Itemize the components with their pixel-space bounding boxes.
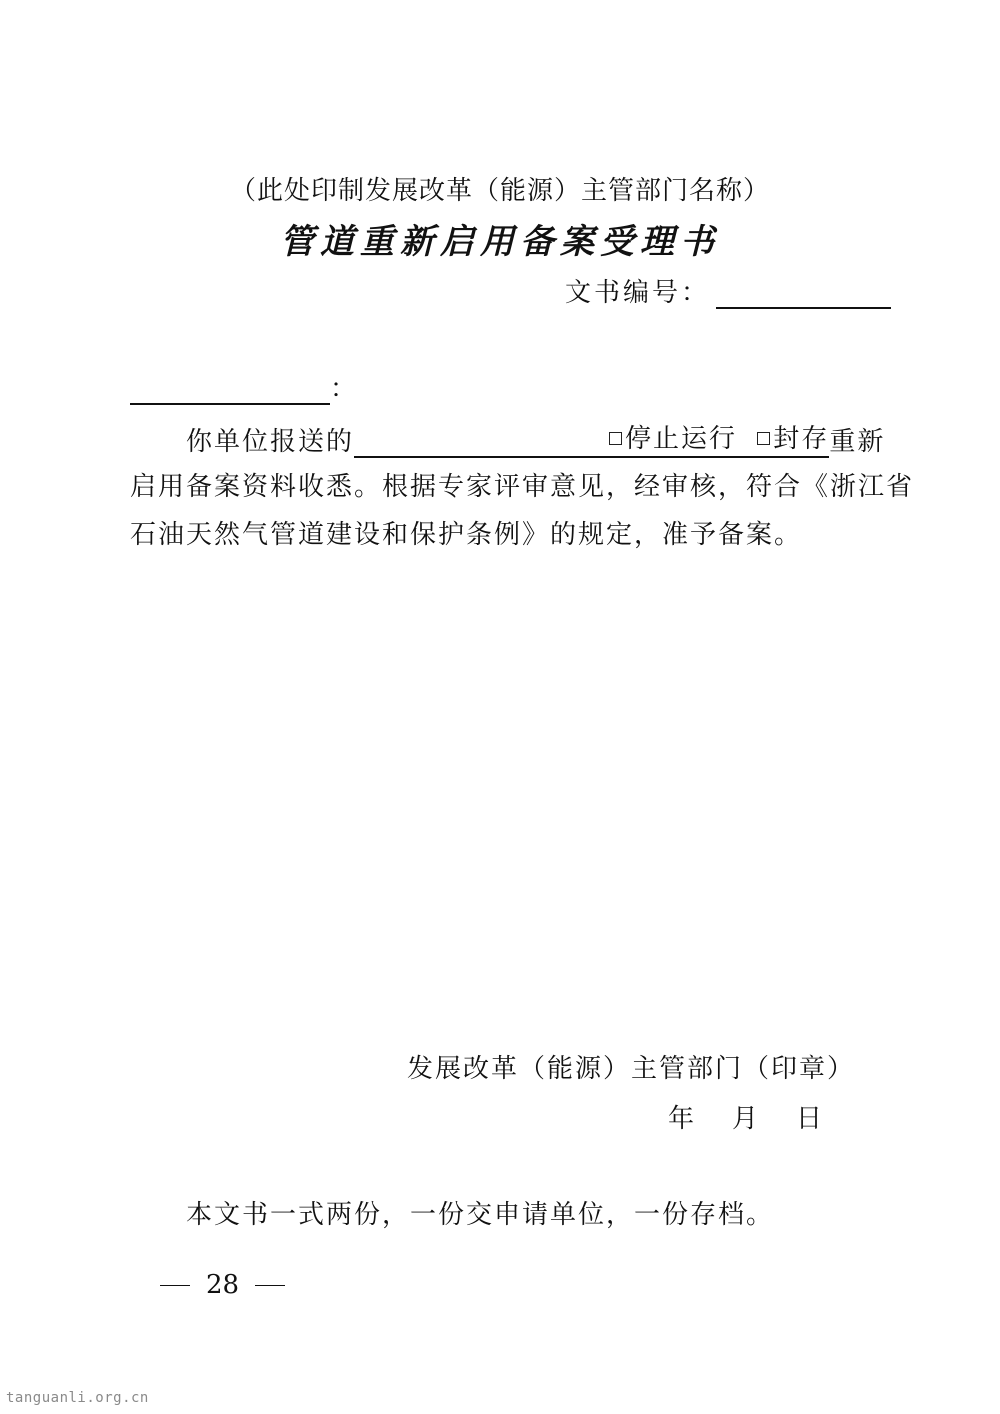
date-year: 年 <box>668 1104 695 1134</box>
status-options <box>609 418 829 458</box>
sealed-checkbox[interactable] <box>757 432 770 445</box>
line1-prefix: 你单位报送的 <box>186 427 355 457</box>
authority-seal-line: 发展改革（能源）主管部门（印章） <box>407 1054 856 1084</box>
page-dash-right <box>255 1285 285 1286</box>
watermark: tanguanli.org.cn <box>6 1390 149 1406</box>
date-day: 日 <box>796 1104 823 1134</box>
page-dash-left <box>160 1285 190 1286</box>
copies-note: 本文书一式两份，一份交申请单位，一份存档。 <box>186 1200 775 1230</box>
page-number: 28 <box>206 1270 240 1300</box>
addressee-row <box>130 368 356 405</box>
doc-number-label: 文书编号： <box>565 278 711 308</box>
line1-suffix: 重新 <box>829 427 886 457</box>
body-line-1 <box>186 418 885 458</box>
pipeline-name-blank[interactable] <box>354 428 609 458</box>
body-line-2: 启用备案资料收悉。根据专家评审意见，经审核，符合《浙江省 <box>130 472 915 502</box>
page-number-row <box>160 1270 285 1300</box>
stop-operation-checkbox[interactable] <box>609 432 622 445</box>
body-line-3: 石油天然气管道建设和保护条例》的规定，准予备案。 <box>130 520 803 550</box>
addressee-colon: ： <box>330 374 357 404</box>
sealed-label: 封存 <box>773 424 830 454</box>
addressee-blank[interactable] <box>130 375 330 405</box>
date-month: 月 <box>732 1104 759 1134</box>
authority-placeholder: （此处印制发展改革（能源）主管部门名称） <box>229 176 770 206</box>
document-title: 管道重新启用备案受理书 <box>280 222 720 262</box>
date-line <box>668 1098 822 1135</box>
doc-number-row <box>565 272 891 309</box>
doc-number-blank[interactable] <box>716 279 891 309</box>
stop-operation-label: 停止运行 <box>625 424 738 454</box>
